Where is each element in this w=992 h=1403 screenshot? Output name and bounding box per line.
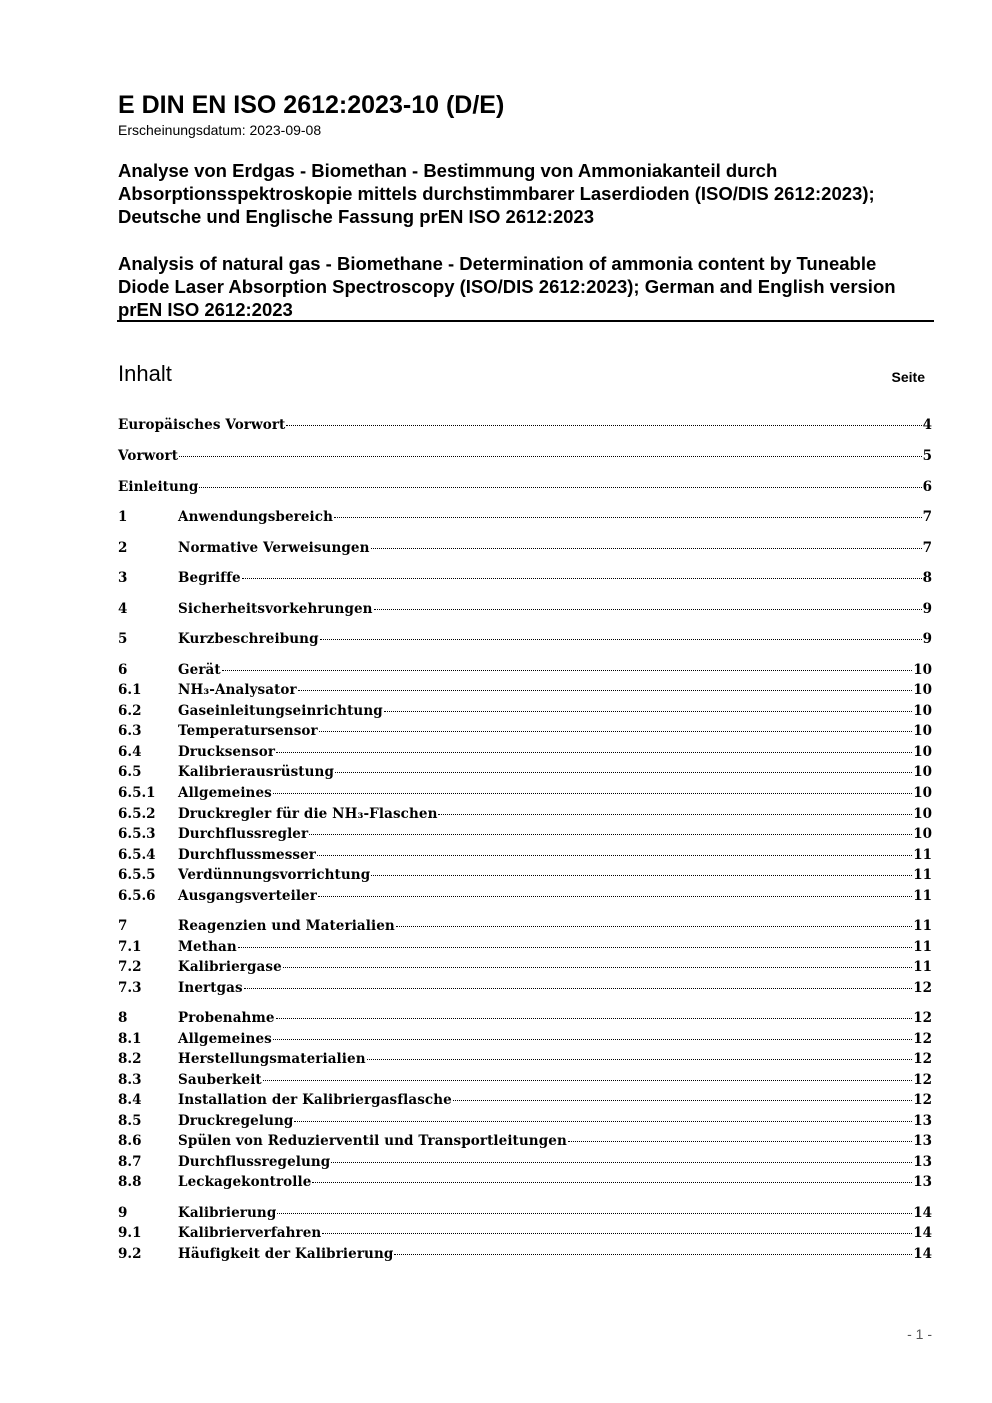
- toc-entry[interactable]: [118, 477, 932, 499]
- toc-entry-title: Vorwort: [118, 448, 179, 464]
- toc-entry[interactable]: [118, 415, 932, 437]
- toc-entry-title: Ausgangsverteiler: [178, 888, 317, 904]
- toc-entry[interactable]: [118, 916, 932, 938]
- toc-entry-title: Probenahme: [178, 1010, 275, 1026]
- toc-entry-number: 6.5.4: [118, 847, 156, 863]
- dot-leader: [320, 639, 922, 640]
- toc-entry-title: Temperatursensor: [178, 723, 318, 739]
- toc-entry-title: Durchflussregler: [178, 826, 309, 842]
- toc-entry-page: 9: [922, 631, 932, 647]
- toc-entry-title: Drucksensor: [178, 744, 276, 760]
- toc-entry[interactable]: [118, 1029, 932, 1051]
- toc-entry[interactable]: [118, 538, 932, 560]
- title-divider: [117, 320, 934, 322]
- toc-entry[interactable]: [118, 1172, 932, 1194]
- dot-leader: [294, 1121, 912, 1122]
- dot-leader: [276, 752, 912, 753]
- toc-entry-number: 6.2: [118, 703, 142, 719]
- toc-entry-page: 13: [913, 1154, 932, 1170]
- dot-leader: [277, 1213, 912, 1214]
- toc-entry[interactable]: [118, 783, 932, 805]
- toc-entry-page: 10: [913, 785, 932, 801]
- toc-entry-title: Kalibrierausrüstung: [178, 764, 335, 780]
- toc-entry[interactable]: [118, 1152, 932, 1174]
- dot-leader: [568, 1141, 912, 1142]
- page-number: - 1 -: [907, 1326, 932, 1342]
- toc-entry-number: 6.5.1: [118, 785, 156, 801]
- dot-leader: [318, 896, 912, 897]
- toc-entry-title: Spülen von Reduzierventil und Transportleitungen: [178, 1133, 567, 1149]
- toc-entry[interactable]: [118, 446, 932, 468]
- dot-leader: [199, 487, 921, 488]
- toc-entry[interactable]: [118, 804, 932, 826]
- toc-entry-title: Normative Verweisungen: [178, 540, 370, 556]
- toc-entry-number: 7.3: [118, 980, 142, 996]
- toc-entry-title: Sicherheitsvorkehrungen: [178, 601, 373, 617]
- toc-entry[interactable]: [118, 1131, 932, 1153]
- toc-entry-number: 8.2: [118, 1051, 142, 1067]
- toc-entry[interactable]: [118, 1008, 932, 1030]
- toc-entry-page: 10: [913, 806, 932, 822]
- toc-entry-title: Gerät: [178, 662, 221, 678]
- toc-entry-page: 10: [913, 703, 932, 719]
- dot-leader: [371, 548, 922, 549]
- toc-entry-number: 7: [118, 918, 128, 934]
- dot-leader: [394, 1254, 912, 1255]
- dot-leader: [263, 1080, 912, 1081]
- toc-entry-page: 10: [913, 744, 932, 760]
- toc-entry[interactable]: [118, 568, 932, 590]
- toc-entry[interactable]: [118, 824, 932, 846]
- toc-entry[interactable]: [118, 865, 932, 887]
- toc-entry-page: 11: [913, 939, 932, 955]
- toc-entry-title: Kurzbeschreibung: [178, 631, 319, 647]
- toc-entry-page: 10: [913, 723, 932, 739]
- toc-entry-title: Kalibrierung: [178, 1205, 277, 1221]
- toc-entry[interactable]: [118, 629, 932, 651]
- toc-entry-title: Kalibriergase: [178, 959, 282, 975]
- toc-entry-title: Druckregelung: [178, 1113, 294, 1129]
- toc-entry-page: 14: [913, 1205, 932, 1221]
- toc-entry[interactable]: [118, 978, 932, 1000]
- toc-entry[interactable]: [118, 742, 932, 764]
- toc-entry[interactable]: [118, 937, 932, 959]
- toc-entry[interactable]: [118, 680, 932, 702]
- toc-page-column-heading: Seite: [891, 369, 925, 385]
- toc-entry-title: Sauberkeit: [178, 1072, 262, 1088]
- toc-entry-title: Durchflussmesser: [178, 847, 316, 863]
- dot-leader: [273, 793, 912, 794]
- toc-entry-number: 8.5: [118, 1113, 142, 1129]
- toc-entry[interactable]: [118, 599, 932, 621]
- toc-entry-title: Allgemeines: [178, 785, 272, 801]
- toc-entry-number: 6.5.3: [118, 826, 156, 842]
- toc-entry-number: 7.2: [118, 959, 142, 975]
- dot-leader: [222, 670, 912, 671]
- toc-entry-number: 8.8: [118, 1174, 142, 1190]
- toc-entry-number: 6.1: [118, 682, 142, 698]
- toc-entry-title: Einleitung: [118, 479, 199, 495]
- toc-entry-title: Europäisches Vorwort: [118, 417, 286, 433]
- toc-entry-title: Häufigkeit der Kalibrierung: [178, 1246, 394, 1262]
- toc-entry-number: 8.6: [118, 1133, 142, 1149]
- toc-entry-page: 13: [913, 1133, 932, 1149]
- toc-entry-page: 12: [913, 1031, 932, 1047]
- toc-entry-page: 14: [913, 1225, 932, 1241]
- toc-entry-title: NH₃-Analysator: [178, 682, 297, 698]
- toc-entry-number: 6.5: [118, 764, 142, 780]
- toc-entry[interactable]: [118, 507, 932, 529]
- dot-leader: [309, 834, 912, 835]
- toc-entry-title: Installation der Kalibriergasflasche: [178, 1092, 452, 1108]
- dot-leader: [244, 988, 913, 989]
- toc-entry[interactable]: [118, 701, 932, 723]
- toc-heading: Inhalt: [118, 361, 172, 386]
- toc-entry-page: 7: [922, 509, 932, 525]
- toc-entry-number: 2: [118, 540, 128, 556]
- dot-leader: [438, 814, 912, 815]
- toc-entry[interactable]: [118, 845, 932, 867]
- toc-entry-title: Kalibrierverfahren: [178, 1225, 322, 1241]
- publication-date: Erscheinungsdatum: 2023-09-08: [118, 122, 322, 138]
- dot-leader: [276, 1018, 913, 1019]
- toc-entry-number: 6.5.2: [118, 806, 156, 822]
- toc-entry-page: 7: [922, 540, 932, 556]
- toc-entry-title: Allgemeines: [178, 1031, 272, 1047]
- toc-entry-page: 10: [913, 764, 932, 780]
- toc-entry-page: 11: [913, 847, 932, 863]
- dot-leader: [298, 690, 912, 691]
- document-id: E DIN EN ISO 2612:2023-10 (D/E): [118, 91, 505, 119]
- dot-leader: [371, 875, 912, 876]
- toc-entry-number: 4: [118, 601, 128, 617]
- toc-entry-number: 8.1: [118, 1031, 142, 1047]
- dot-leader: [312, 1182, 912, 1183]
- toc-entry[interactable]: [118, 1223, 932, 1245]
- toc-entry[interactable]: [118, 1111, 932, 1133]
- dot-leader: [374, 609, 922, 610]
- toc-entry-number: 8.7: [118, 1154, 142, 1170]
- toc-entry-number: 6.5.5: [118, 867, 156, 883]
- toc-entry-title: Gaseinleitungseinrichtung: [178, 703, 383, 719]
- toc-entry-page: 14: [913, 1246, 932, 1262]
- toc-entry-title: Verdünnungsvorrichtung: [178, 867, 371, 883]
- toc-entry-page: 11: [913, 888, 932, 904]
- dot-leader: [396, 926, 912, 927]
- toc-entry-page: 12: [913, 1092, 932, 1108]
- toc-entry[interactable]: [118, 957, 932, 979]
- toc-entry[interactable]: [118, 1049, 932, 1071]
- toc-entry-page: 11: [913, 959, 932, 975]
- toc-entry-page: 6: [922, 479, 932, 495]
- toc-entry[interactable]: [118, 886, 932, 908]
- toc-entry-page: 4: [922, 417, 932, 433]
- toc-entry[interactable]: [118, 762, 932, 784]
- toc-entry-title: Anwendungsbereich: [178, 509, 334, 525]
- dot-leader: [319, 731, 912, 732]
- dot-leader: [179, 456, 922, 457]
- toc-entry-title: Durchflussregelung: [178, 1154, 331, 1170]
- dot-leader: [238, 947, 912, 948]
- toc-entry-title: Leckagekontrolle: [178, 1174, 312, 1190]
- toc-entry-title: Druckregler für die NH₃-Flaschen: [178, 806, 438, 822]
- toc-entry-number: 3: [118, 570, 128, 586]
- toc-entry-page: 5: [922, 448, 932, 464]
- toc-entry-number: 8: [118, 1010, 128, 1026]
- toc-entry-page: 10: [913, 826, 932, 842]
- toc-entry-page: 8: [922, 570, 932, 586]
- dot-leader: [334, 517, 922, 518]
- toc-entry-page: 13: [913, 1174, 932, 1190]
- toc-entry[interactable]: [118, 721, 932, 743]
- toc-entry-page: 9: [922, 601, 932, 617]
- toc-entry-number: 9: [118, 1205, 128, 1221]
- title-english: Analysis of natural gas - Biomethane - Determination of ammonia content by Tuneable Diode Laser Absorption Spectroscopy (ISO/DIS 2612:2023); German and English version prEN ISO 2612:2023: [118, 253, 896, 320]
- toc-entry-page: 10: [913, 662, 932, 678]
- toc-entry-page: 11: [913, 918, 932, 934]
- dot-leader: [367, 1059, 913, 1060]
- toc-entry-number: 8.4: [118, 1092, 142, 1108]
- toc-entry-page: 12: [913, 980, 932, 996]
- toc-entry-page: 10: [913, 682, 932, 698]
- toc-entry-title: Begriffe: [178, 570, 241, 586]
- dot-leader: [317, 855, 912, 856]
- toc-entry-number: 6.4: [118, 744, 142, 760]
- toc-entry-title: Herstellungsmaterialien: [178, 1051, 366, 1067]
- toc-entry-number: 8.3: [118, 1072, 142, 1088]
- toc-entry[interactable]: [118, 1090, 932, 1112]
- toc-entry-number: 6.5.6: [118, 888, 156, 904]
- dot-leader: [453, 1100, 912, 1101]
- toc-entry-number: 9.2: [118, 1246, 142, 1262]
- toc-entry-number: 6: [118, 662, 128, 678]
- toc-entry[interactable]: [118, 1203, 932, 1225]
- dot-leader: [273, 1039, 912, 1040]
- title-german: Analyse von Erdgas - Biomethan - Bestimmung von Ammoniakanteil durch Absorptionsspektroskopie mittels durchstimmbarer Laserdioden (ISO/DIS 2612:2023); Deutsche und Englische Fassung prEN ISO 2612:2023: [118, 160, 875, 227]
- toc-entry-page: 11: [913, 867, 932, 883]
- toc-entry[interactable]: [118, 1244, 932, 1266]
- toc-entry-number: 9.1: [118, 1225, 142, 1241]
- toc-entry[interactable]: [118, 1070, 932, 1092]
- toc-entry-title: Reagenzien und Materialien: [178, 918, 395, 934]
- toc-entry-number: 1: [118, 509, 128, 525]
- dot-leader: [335, 772, 912, 773]
- toc-entry-number: 7.1: [118, 939, 142, 955]
- toc-entry-number: 5: [118, 631, 128, 647]
- toc-entry-title: Inertgas: [178, 980, 243, 996]
- toc-entry-number: 6.3: [118, 723, 142, 739]
- dot-leader: [331, 1162, 912, 1163]
- dot-leader: [384, 711, 912, 712]
- dot-leader: [286, 425, 921, 426]
- dot-leader: [322, 1233, 912, 1234]
- toc-entry-title: Methan: [178, 939, 237, 955]
- dot-leader: [283, 967, 912, 968]
- toc-entry-page: 13: [913, 1113, 932, 1129]
- dot-leader: [242, 578, 922, 579]
- toc-entry-page: 12: [913, 1072, 932, 1088]
- toc-entry-page: 12: [913, 1010, 932, 1026]
- toc-entry[interactable]: [118, 660, 932, 682]
- toc-entry-page: 12: [913, 1051, 932, 1067]
